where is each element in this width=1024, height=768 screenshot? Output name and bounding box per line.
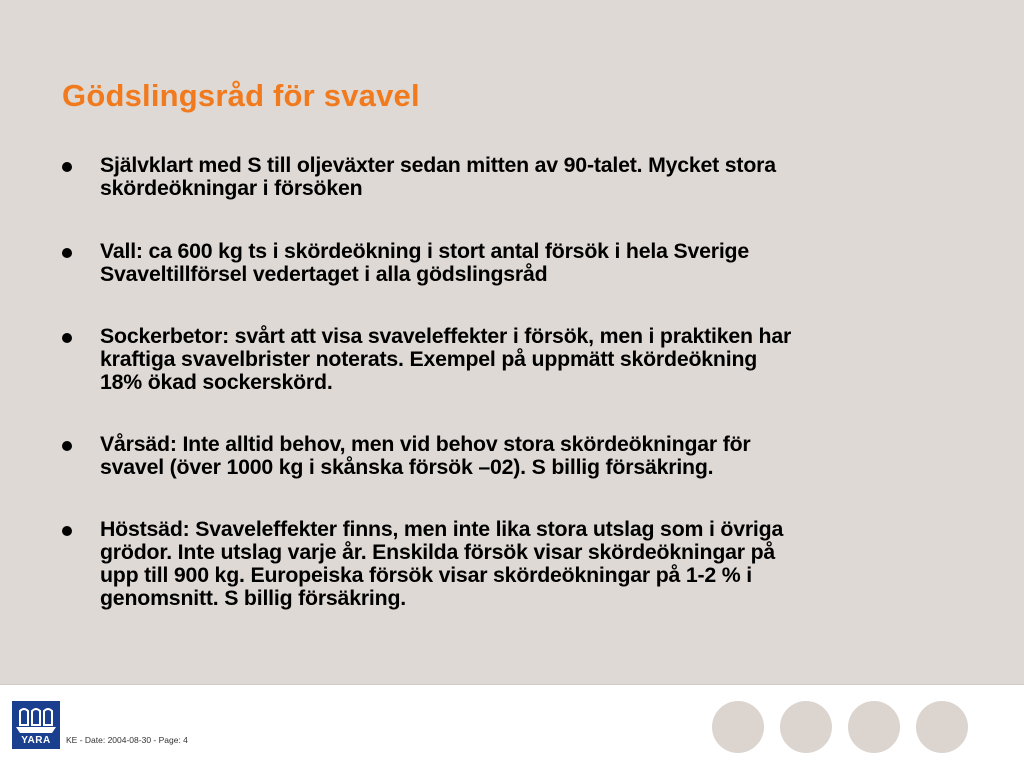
bullet-dot-icon — [62, 248, 72, 258]
logo-text: YARA — [21, 735, 51, 746]
slide-footer — [0, 684, 1024, 768]
bullet-dot-icon — [62, 441, 72, 451]
viking-ship-icon — [12, 703, 60, 737]
bullet-dot-icon — [62, 162, 72, 172]
bullet-line: grödor. Inte utslag varje år. Enskilda försök visar skördeökningar på — [100, 540, 776, 564]
decorative-circle — [712, 701, 764, 753]
bullet-item — [60, 154, 776, 200]
bullet-line: Svaveltillförsel vedertaget i alla gödslingsråd — [100, 262, 548, 286]
slide-title: Gödslingsråd för svavel — [62, 78, 420, 113]
bullet-line: Självklart med S till oljeväxter sedan mitten av 90-talet. Mycket stora — [100, 153, 776, 177]
bullet-line: Vårsäd: Inte alltid behov, men vid behov stora skördeökningar för — [100, 432, 751, 456]
decorative-circle — [848, 701, 900, 753]
bullet-line: genomsnitt. S billig försäkring. — [100, 586, 406, 610]
bullet-item — [60, 240, 749, 286]
bullet-item — [60, 433, 751, 479]
yara-logo — [12, 701, 60, 749]
decorative-circle — [780, 701, 832, 753]
footer-info: KE - Date: 2004-08-30 - Page: 4 — [66, 735, 188, 745]
bullet-item — [60, 518, 783, 610]
bullet-line: upp till 900 kg. Europeiska försök visar skördeökningar på 1-2 % i — [100, 563, 752, 587]
bullet-dot-icon — [62, 526, 72, 536]
bullet-line: 18% ökad sockerskörd. — [100, 370, 333, 394]
bullet-item — [60, 325, 791, 394]
bullet-line: Vall: ca 600 kg ts i skördeökning i stort antal försök i hela Sverige — [100, 239, 750, 263]
bullet-line: skördeökningar i försöken — [100, 176, 363, 200]
bullet-line: Sockerbetor: svårt att visa svaveleffekter i försök, men i praktiken har — [100, 324, 792, 348]
bullet-line: svavel (över 1000 kg i skånska försök –02). S billig försäkring. — [100, 455, 714, 479]
decorative-circle — [916, 701, 968, 753]
bullet-line: Höstsäd: Svaveleffekter finns, men inte lika stora utslag som i övriga — [100, 517, 784, 541]
bullet-dot-icon — [62, 333, 72, 343]
bullet-line: kraftiga svavelbrister noterats. Exempel på uppmätt skördeökning — [100, 347, 758, 371]
